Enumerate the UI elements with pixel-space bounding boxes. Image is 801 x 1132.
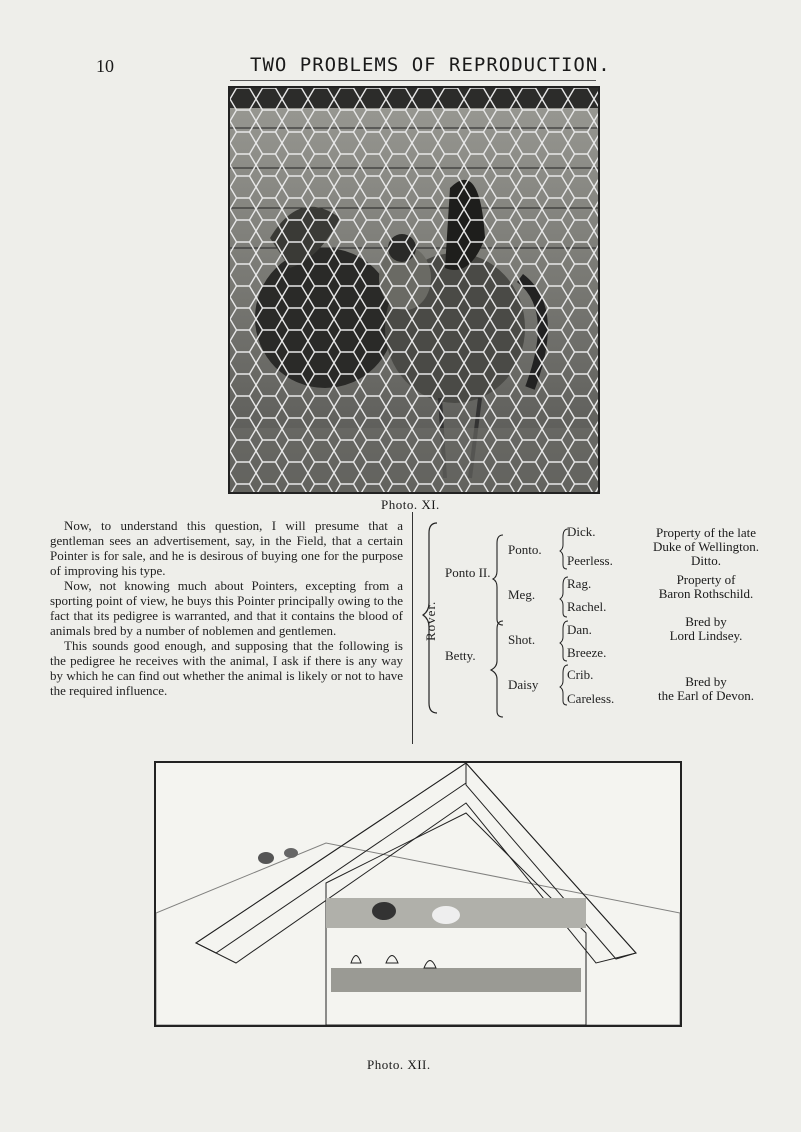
pedigree-grandparent: Ponto. bbox=[508, 542, 542, 557]
pedigree-note: Bred by the Earl of Devon. bbox=[657, 674, 755, 703]
pedigree-grandparent: Daisy bbox=[508, 677, 539, 692]
photo-caption-xi: Photo. XI. bbox=[381, 497, 440, 512]
pedigree-great-grandparent: Peerless. bbox=[567, 553, 613, 568]
photo-roosters bbox=[228, 86, 600, 494]
pedigree-note: Bred by Lord Lindsey. bbox=[669, 614, 743, 643]
pedigree-great-grandparent: Rachel. bbox=[567, 599, 607, 614]
pedigree-great-grandparent: Crib. bbox=[567, 667, 594, 682]
paragraph-3: This sounds good enough, and supposing that the following is the pedigree he receives with the animal, I ask if there is any way by which he can find out whether the animal is likely or not to have the required influence. bbox=[50, 638, 403, 698]
pedigree-note: Ditto. bbox=[691, 553, 721, 568]
paragraph-1: Now, to understand this question, I will presume that a gentleman sees an advertisement, say, in the Field, that a certain Pointer is for sale, and he is desirous of buying one for the purpose of improving his type. bbox=[50, 518, 403, 578]
photo-dovecote bbox=[154, 761, 682, 1027]
pedigree-grandparent: Meg. bbox=[508, 587, 536, 602]
body-text bbox=[50, 518, 403, 698]
pedigree-root: Rover. bbox=[423, 600, 438, 641]
pedigree-great-grandparent: Dan. bbox=[567, 622, 592, 637]
pedigree-great-grandparent: Dick. bbox=[567, 524, 596, 539]
pedigree-great-grandparent: Rag. bbox=[567, 576, 592, 591]
header-rule bbox=[230, 80, 596, 81]
paragraph-2: Now, not knowing much about Pointers, excepting from a sporting point of view, he buys this Pointer principally owing to the fact that its pedigree is warranted, and that it contains the blood of animals bred by a number of noblemen and gentlemen. bbox=[50, 578, 403, 638]
pedigree-grandparent: Shot. bbox=[508, 632, 536, 647]
pedigree-note: Property of Baron Rothschild. bbox=[658, 572, 754, 601]
pedigree-dam: Betty. bbox=[445, 648, 476, 663]
pedigree-note: Property of the late Duke of Wellington. bbox=[653, 525, 759, 554]
photo-caption-xii: Photo. XII. bbox=[367, 1057, 431, 1072]
pedigree-great-grandparent: Breeze. bbox=[567, 645, 607, 660]
pedigree-sire: Ponto II. bbox=[445, 565, 491, 580]
running-title: TWO PROBLEMS OF REPRODUCTION. bbox=[250, 54, 611, 76]
column-divider bbox=[412, 512, 413, 744]
pedigree-table bbox=[415, 515, 801, 745]
pedigree-great-grandparent: Careless. bbox=[567, 691, 615, 706]
page-number: 10 bbox=[96, 56, 114, 76]
